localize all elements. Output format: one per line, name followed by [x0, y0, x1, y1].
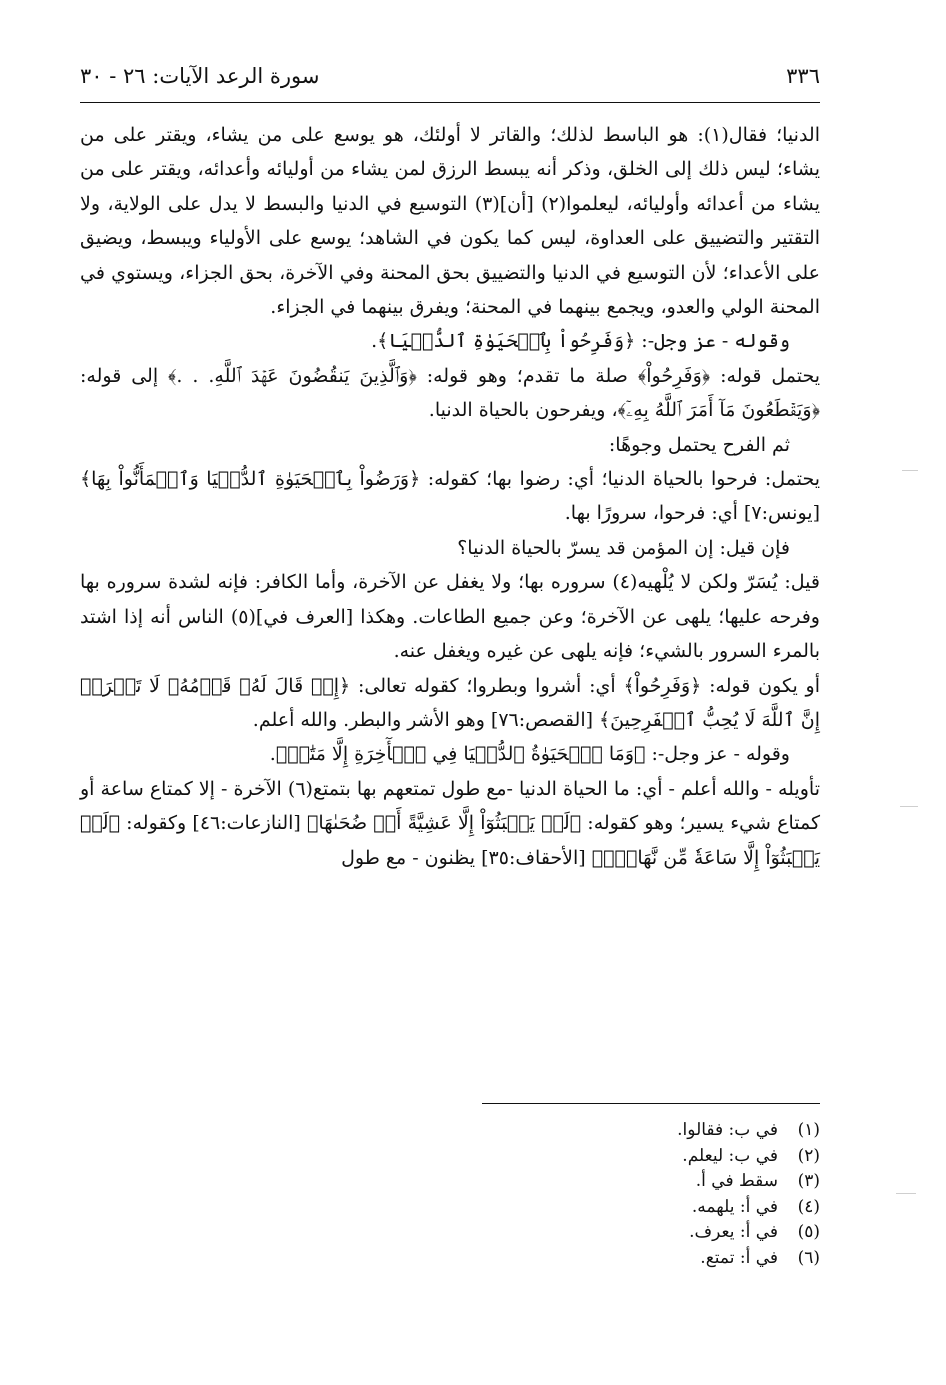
paragraph: تأويله - والله أعلم - أي: ما الحياة الدنيا -مع طول تمتعهم بها بتمتع(٦) الآخرة - إلا كمتاع ساعة أو كمتاع شيء يسير؛ وهو كقوله: ﴿لَمۡ يَلۡبَثُوٓاْ إِلَّا عَشِيَّةً أَوۡ ضُحَىٰهَا﴾ [النازعات:٤٦] وكقوله: ﴿لَمۡ يَلۡبَثُوٓاْ إِلَّا سَاعَةٗ مِّن نَّهَارِۭ﴾ [الأحقاف:٣٥] يظنون - مع طول — [80, 777, 821, 869]
footnotes — [480, 1118, 820, 1272]
paragraph: ثم الفرح يحتمل وجوهًا: — [608, 433, 790, 456]
footnote-number: (٢) — [797, 1145, 820, 1166]
footnote-text: في أ: يلهمه. — [691, 1196, 778, 1217]
page-number: ٣٣٦ — [786, 64, 820, 88]
paragraph: الدنيا؛ فقال(١): هو الباسط لذلك؛ والقاتر لا أولئك، هو يوسع على من يشاء، ويقتر على من يشاء؛ ليس ذلك إلى الخلق، وذكر أنه يبسط الرزق لمن يشاء من أوليائه وأعدائه، ويقتر على من يشاء من أعدائه وأوليائه، ليعلموا(٢) [أن](٣) التوسيع في الدنيا والبسط لا يدل على الولاية، ولا التقتير والتضييق على العداوة، ليس كما يكون في الشاهد؛ يوسع على الأولياء ويبسط، ويضيق على الأعداء؛ لأن التوسيع في الدنيا والتضييق بحق المحنة وفي الآخرة، بحق الجزاء، ويستوي في المحنة الولي والعدو، ويجمع بينهما في المحنة؛ ويفرق بينهما في الجزاء. — [80, 124, 820, 319]
footnote — [480, 1220, 820, 1246]
footnote-text: في ب: فقالوا. — [677, 1120, 778, 1140]
surah-title: سورة الرعد الآيات: ٢٦ - ٣٠ — [80, 64, 320, 88]
margin-mark — [902, 470, 918, 471]
paragraph: وقوله - عز وجل-: ﴿وَفَرِحُواْ بِٱلۡحَيَوٰةِ ٱلدُّنۡيَا﴾. — [371, 330, 790, 353]
footnote-text: في ب: ليعلم. — [682, 1145, 778, 1166]
main-text — [80, 118, 820, 875]
footnote — [480, 1195, 820, 1221]
footnote-text: في أ: تمتع. — [700, 1247, 778, 1268]
paragraph: فإن قيل: إن المؤمن قد يسرّ بالحياة الدنيا؟ — [457, 536, 790, 559]
paragraph: قيل: يُسَرّ ولكن لا يُلْهيه(٤) سروره بها؛ ولا يغفل عن الآخرة، وأما الكافر: فإنه لشدة سروره بها وفرحه عليها؛ يلهى عن الآخرة؛ وعن جميع الطاعات. وهكذا [العرف في](٥) الناس أنه إذا اشتد بالمرء السرور بالشيء؛ فإنه يلهى عن غيره ويغفل عنه. — [80, 571, 820, 663]
footnote-rule — [482, 1103, 820, 1104]
footnote-number: (٣) — [797, 1171, 820, 1192]
footnote — [480, 1169, 820, 1195]
footnote-number: (٥) — [797, 1222, 820, 1243]
paragraph: يحتمل قوله: ﴿وَفَرِحُواْ﴾ صلة ما تقدم؛ وهو قوله: ﴿وَٱلَّذِينَ يَنقُضُونَ عَهۡدَ ٱللَّهِ. . .﴾ إلى قوله: ﴿وَيَقۡطَعُونَ مَآ أَمَرَ ٱللَّهُ بِهِۦٓ﴾، ويفرحون بالحياة الدنيا. — [80, 364, 820, 422]
footnote-text: سقط في أ. — [695, 1171, 778, 1192]
footnote — [480, 1144, 820, 1170]
paragraph: يحتمل: فرحوا بالحياة الدنيا؛ أي: رضوا بها؛ كقوله: ﴿وَرَضُواْ بِٱلۡحَيَوٰةِ ٱلدُّنۡيَا وَٱطۡمَأَنُّواْ بِهَا﴾ [يونس:٧] أي: فرحوا، سرورًا بها. — [80, 468, 820, 525]
running-header — [80, 62, 820, 98]
paragraph: وقوله - عز وجل-: ﴿وَمَا ٱلۡحَيَوٰةُ ٱلدُّنۡيَا فِي ٱلۡأٓخِرَةِ إِلَّا مَتَٰعٞ﴾. — [269, 743, 790, 766]
footnote-number: (٦) — [797, 1247, 820, 1268]
footnote — [480, 1246, 820, 1272]
footnote-number: (١) — [797, 1120, 820, 1140]
margin-mark — [896, 1193, 916, 1194]
footnote-text: في أ: يعرف. — [689, 1222, 778, 1243]
footnote — [480, 1118, 820, 1144]
header-rule — [80, 102, 820, 103]
paragraph: أو يكون قوله: ﴿وَفَرِحُواْ﴾ أي: أشروا وبطروا؛ كقوله تعالى: ﴿إِذۡ قَالَ لَهُۥ قَوۡمُهُۥ لَا تَفۡرَحۡ إِنَّ ٱللَّهَ لَا يُحِبُّ ٱلۡفَرِحِينَ﴾ [القصص:٧٦] وهو الأشر والبطر. والله أعلم. — [80, 674, 820, 731]
margin-mark — [900, 806, 918, 807]
footnote-number: (٤) — [797, 1196, 820, 1217]
